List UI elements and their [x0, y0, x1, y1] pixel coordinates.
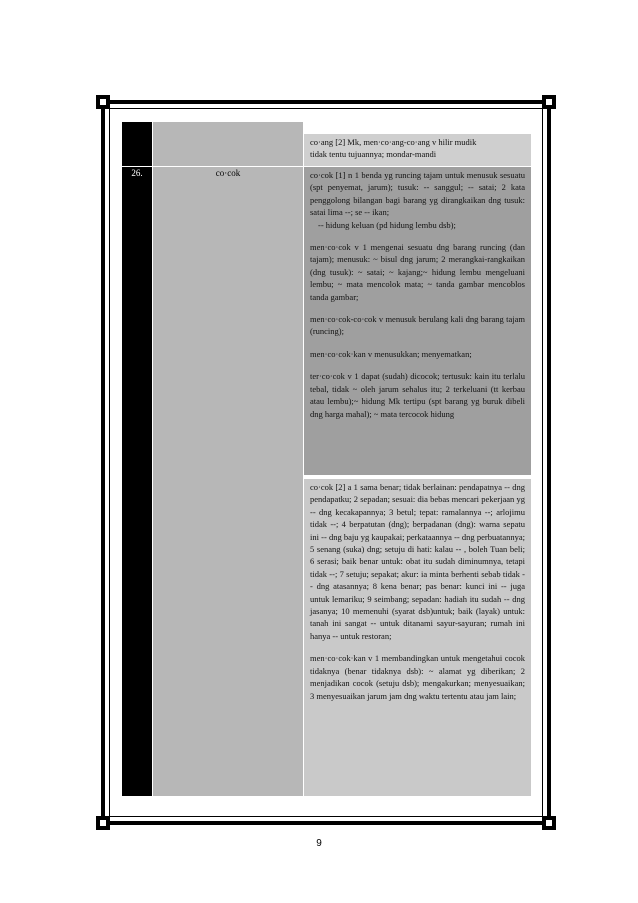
entry-word: co·cok [215, 168, 241, 178]
number-column [122, 122, 152, 796]
corner-ornament-top-right [542, 95, 556, 109]
definition-text: tidak tentu tujuannya; mondar-mandi [310, 149, 437, 160]
definition-cell-cocok-1 [304, 167, 531, 475]
word-column [153, 122, 303, 796]
sense-paragraph: co·cok [2] a 1 sama benar; tidak berlainan: pendapatnya -- dng pendapatku; 2 sepadan; sesuai: dia bebas mencari pekerjaan yg -- dng kecakapannya; 3 betul; tepat: ramalannya --; arlojimu tidak --; 4 berpatutan (dng); berpadanan (dng): warna sepatu ini -- dng baju yg kaupakai; perkataannya -- dng perbuatannya; 5 senang (suka) dng; setuju di hati: kalau -- , boleh Tuan beli; 6 serasi; baik benar untuk: obat itu sudah diminumnya, tetapi tidak --; 7 setuju; sepakat; akur: ia minta berhenti sebab tidak -- dng atasannya; 8 kena benar; pas benar: kunci ini -- juga untuk lemariku; 9 seimbang; sepadan: hadiah itu sudah -- dng jasanya; 10 memenuhi (syarat dsb)untuk; baik (layak) untuk: tanah ini sangat -- untuk ditanami sayur-sayuran; rumah ini hanya -- untuk restoran; [310, 482, 525, 641]
sense-paragraph: co·cok [1] n 1 benda yg runcing tajam untuk menusuk sesuatu (spt penyemat, jarum); tusuk: -- sanggul; -- satai; 2 kata penggolong bilangan bagi barang yg dirangkaikan dng tusuk: satai lima --; se -- ikan; [310, 170, 525, 218]
definition-cell-coang [304, 134, 531, 166]
sense-paragraph: -- hidung keluan (pd hidung lembu dsb); [318, 219, 456, 230]
sense-paragraph: men·co·cok·kan v menusukkan; menyematkan; [310, 348, 472, 359]
sense-paragraph: ter·co·cok v 1 dapat (sudah) dicocok; tertusuk: kain itu terlalu tebal, tidak ~ oleh jarum sehalus itu; 2 terkeluani (tt kerbau atau lembu);~ hidung Mk tertipu (spt barang yg buruk dibeli dng harga mahal); ~ mata tercocok hidung [310, 371, 525, 419]
corner-ornament-bottom-right [542, 816, 556, 830]
corner-ornament-top-left [96, 95, 110, 109]
page-number: 9 [316, 838, 322, 849]
definition-cell-cocok-2 [304, 479, 531, 796]
sense-paragraph: men·co·cok·kan v 1 membandingkan untuk mengetahui cocok tidaknya (benar tidaknya dsb): ~ alamat yg diberikan; 2 menjadikan cocok (setuju dsb); mengakurkan; menyesuaikan; 3 menyesuaikan jarum jam dng waktu tertentu atau jam lain; [310, 653, 525, 701]
sense-paragraph: men·co·cok v 1 mengenai sesuatu dng barang runcing (dan tajam); menusuk: ~ bisul dng jarum; 2 merangkai-rangkaikan (dng tusuk): ~ satai; ~ kajang;~ hidung lembu mengeluani lembu; ~ mata mencolok mata; ~ tanda gambar mencoblos tanda gambar; [310, 242, 525, 302]
dictionary-table [122, 122, 531, 796]
entry-number: 26. [131, 168, 143, 178]
corner-ornament-bottom-left [96, 816, 110, 830]
definition-text: co·ang [2] Mk, men·co·ang-co·ang v hilir mudik [310, 137, 477, 147]
sense-paragraph: men·co·cok-co·cok v menusuk berulang kali dng barang tajam (runcing); [310, 314, 525, 337]
